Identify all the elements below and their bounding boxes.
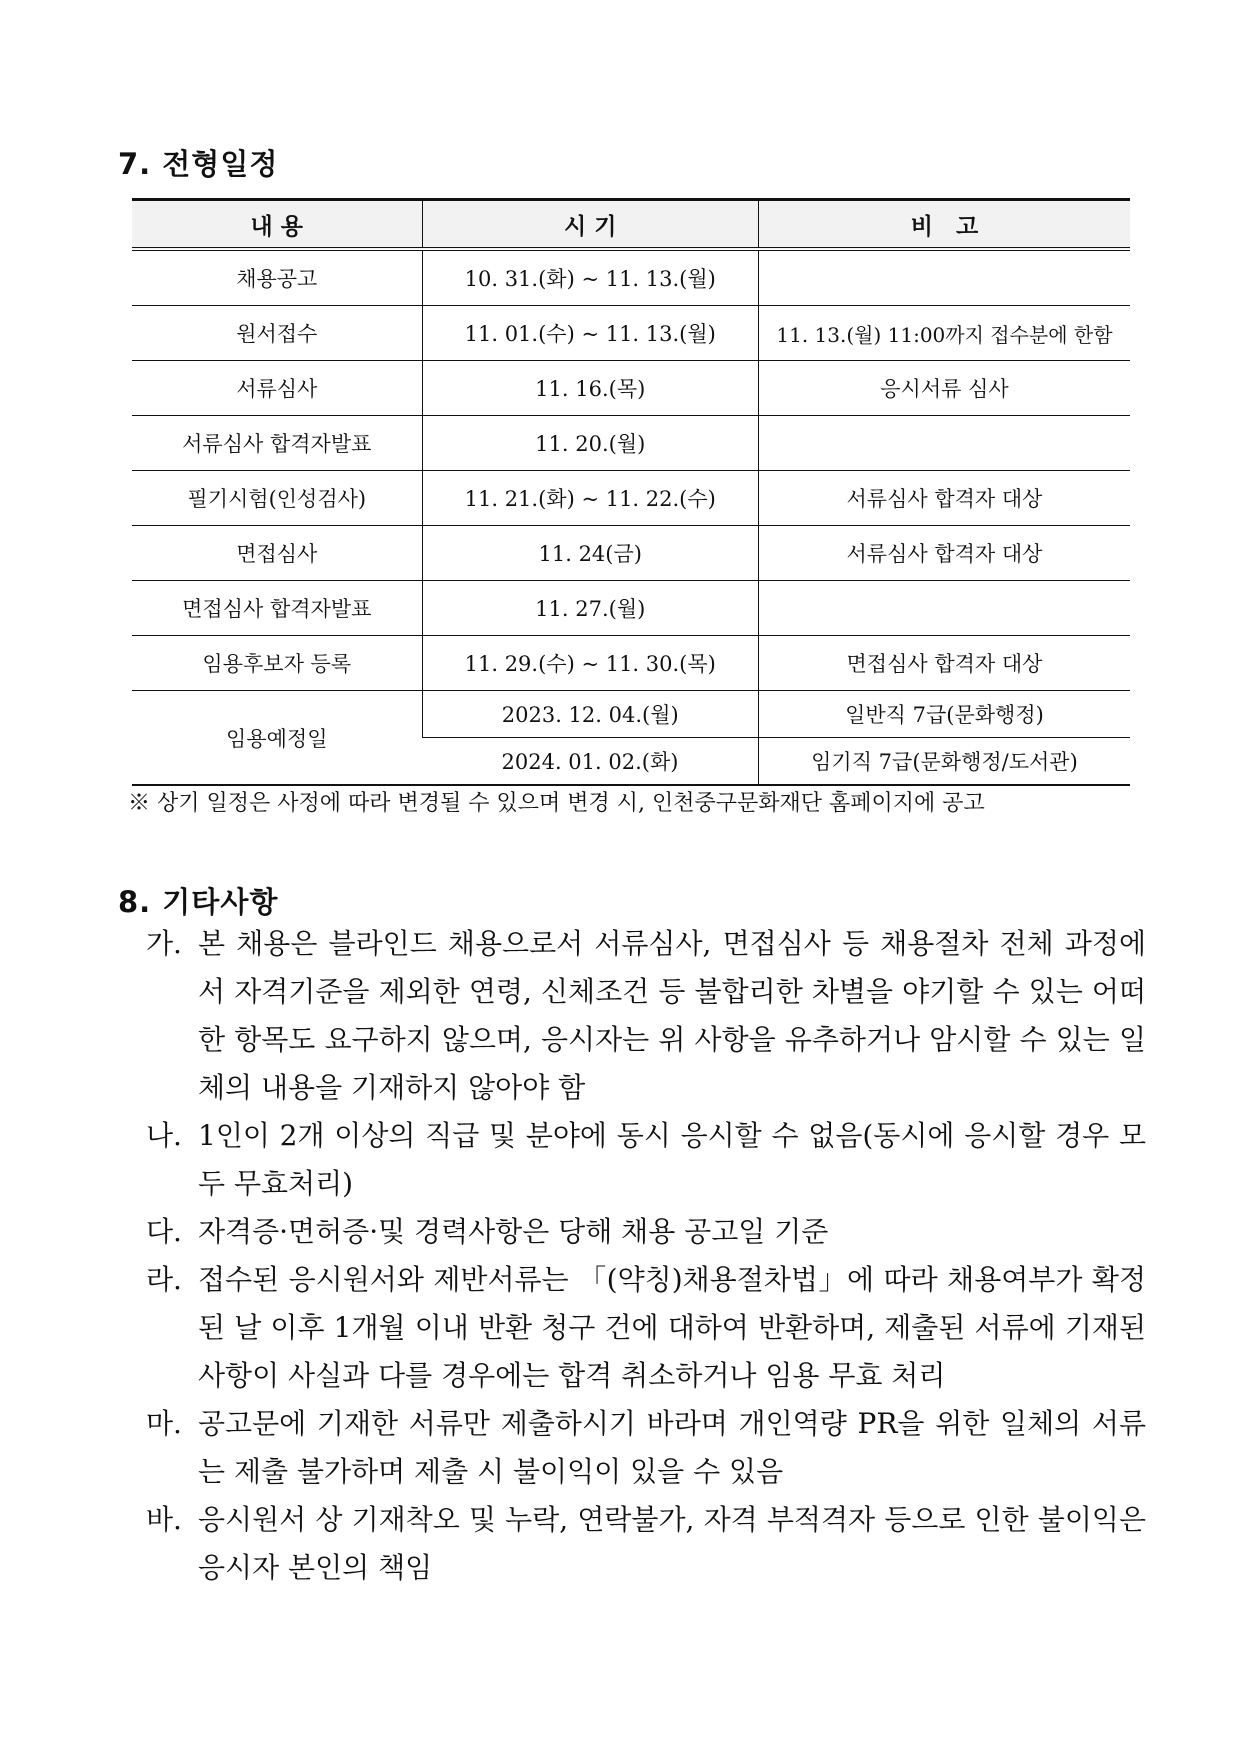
- table-row: [132, 306, 1130, 361]
- cell-note: 일반직 7급(문화행정): [758, 691, 1130, 738]
- list-item: [146, 920, 1146, 1112]
- cell-note: 면접심사 합격자 대상: [758, 636, 1130, 691]
- cell-period: 11. 27.(월): [422, 581, 758, 636]
- cell-period: 2024. 01. 02.(화): [422, 738, 758, 786]
- cell-period: 11. 16.(목): [422, 361, 758, 416]
- schedule-footnote: ※ 상기 일정은 사정에 따라 변경될 수 있으며 변경 시, 인천중구문화재단 홈페이지에 공고: [128, 791, 985, 816]
- cell-period: 11. 20.(월): [422, 416, 758, 471]
- header-content: 내 용: [132, 200, 422, 250]
- table-row: [132, 526, 1130, 581]
- item-marker: 라.: [146, 1263, 182, 1296]
- cell-note: 임기직 7급(문화행정/도서관): [758, 738, 1130, 786]
- cell-note: [758, 581, 1130, 636]
- table-row: [132, 581, 1130, 636]
- item-text: 응시원서 상 기재착오 및 누락, 연락불가, 자격 부적격자 등으로 인한 불이익은 응시자 본인의 책임: [198, 1503, 1146, 1584]
- table-row: [132, 636, 1130, 691]
- cell-period: 10. 31.(화) ~ 11. 13.(월): [422, 249, 758, 306]
- list-item: [146, 1496, 1146, 1592]
- item-marker: 나.: [146, 1119, 182, 1152]
- cell-content: 채용공고: [132, 249, 422, 306]
- item-marker: 가.: [146, 927, 182, 960]
- list-item: [146, 1400, 1146, 1496]
- cell-content: 면접심사 합격자발표: [132, 581, 422, 636]
- cell-content: 임용예정일: [132, 691, 422, 786]
- table-row: [132, 361, 1130, 416]
- list-item: [146, 1112, 1146, 1208]
- table-header-row: [132, 200, 1130, 250]
- item-text: 공고문에 기재한 서류만 제출하시기 바라며 개인역량 PR을 위한 일체의 서류는 제출 불가하며 제출 시 불이익이 있을 수 있음: [198, 1407, 1146, 1488]
- cell-content: 서류심사: [132, 361, 422, 416]
- item-text: 접수된 응시원서와 제반서류는 「(약칭)채용절차법」에 따라 채용여부가 확정된 날 이후 1개월 이내 반환 청구 건에 대하여 반환하며, 제출된 서류에 기재된 사항이 사실과 다를 경우에는 합격 취소하거나 임용 무효 처리: [198, 1263, 1146, 1392]
- item-marker: 마.: [146, 1407, 182, 1440]
- header-period: 시 기: [422, 200, 758, 250]
- table-row: [132, 471, 1130, 526]
- item-text: 자격증·면허증·및 경력사항은 당해 채용 공고일 기준: [198, 1215, 829, 1248]
- list-item: [146, 1256, 1146, 1400]
- cell-note: [758, 416, 1130, 471]
- cell-content: 임용후보자 등록: [132, 636, 422, 691]
- table-row: [132, 416, 1130, 471]
- cell-note: 서류심사 합격자 대상: [758, 471, 1130, 526]
- cell-period: 11. 29.(수) ~ 11. 30.(목): [422, 636, 758, 691]
- cell-content: 서류심사 합격자발표: [132, 416, 422, 471]
- cell-period: 2023. 12. 04.(월): [422, 691, 758, 738]
- item-text: 1인이 2개 이상의 직급 및 분야에 동시 응시할 수 없음(동시에 응시할 경우 모두 무효처리): [198, 1119, 1146, 1200]
- header-note: 비 고: [758, 200, 1130, 250]
- cell-note: 11. 13.(월) 11:00까지 접수분에 한함: [758, 306, 1130, 361]
- cell-note: 서류심사 합격자 대상: [758, 526, 1130, 581]
- cell-content: 면접심사: [132, 526, 422, 581]
- item-marker: 다.: [146, 1215, 182, 1248]
- cell-note: [758, 249, 1130, 306]
- cell-period: 11. 01.(수) ~ 11. 13.(월): [422, 306, 758, 361]
- section-7-title: 7. 전형일정: [118, 147, 279, 181]
- notice-list: [146, 920, 1146, 1592]
- cell-period: 11. 24(금): [422, 526, 758, 581]
- table-row: [132, 691, 1130, 738]
- cell-note: 응시서류 심사: [758, 361, 1130, 416]
- cell-content: 원서접수: [132, 306, 422, 361]
- item-text: 본 채용은 블라인드 채용으로서 서류심사, 면접심사 등 채용절차 전체 과정에서 자격기준을 제외한 연령, 신체조건 등 불합리한 차별을 야기할 수 있는 어떠한 항목도 요구하지 않으며, 응시자는 위 사항을 유추하거나 암시할 수 있는 일체의 내용을 기재하지 않아야 함: [198, 927, 1146, 1104]
- item-marker: 바.: [146, 1503, 182, 1536]
- table-row: [132, 249, 1130, 306]
- section-8-title: 8. 기타사항: [118, 885, 279, 919]
- list-item: [146, 1208, 1146, 1256]
- schedule-table: [132, 198, 1130, 786]
- cell-content: 필기시험(인성검사): [132, 471, 422, 526]
- cell-period: 11. 21.(화) ~ 11. 22.(수): [422, 471, 758, 526]
